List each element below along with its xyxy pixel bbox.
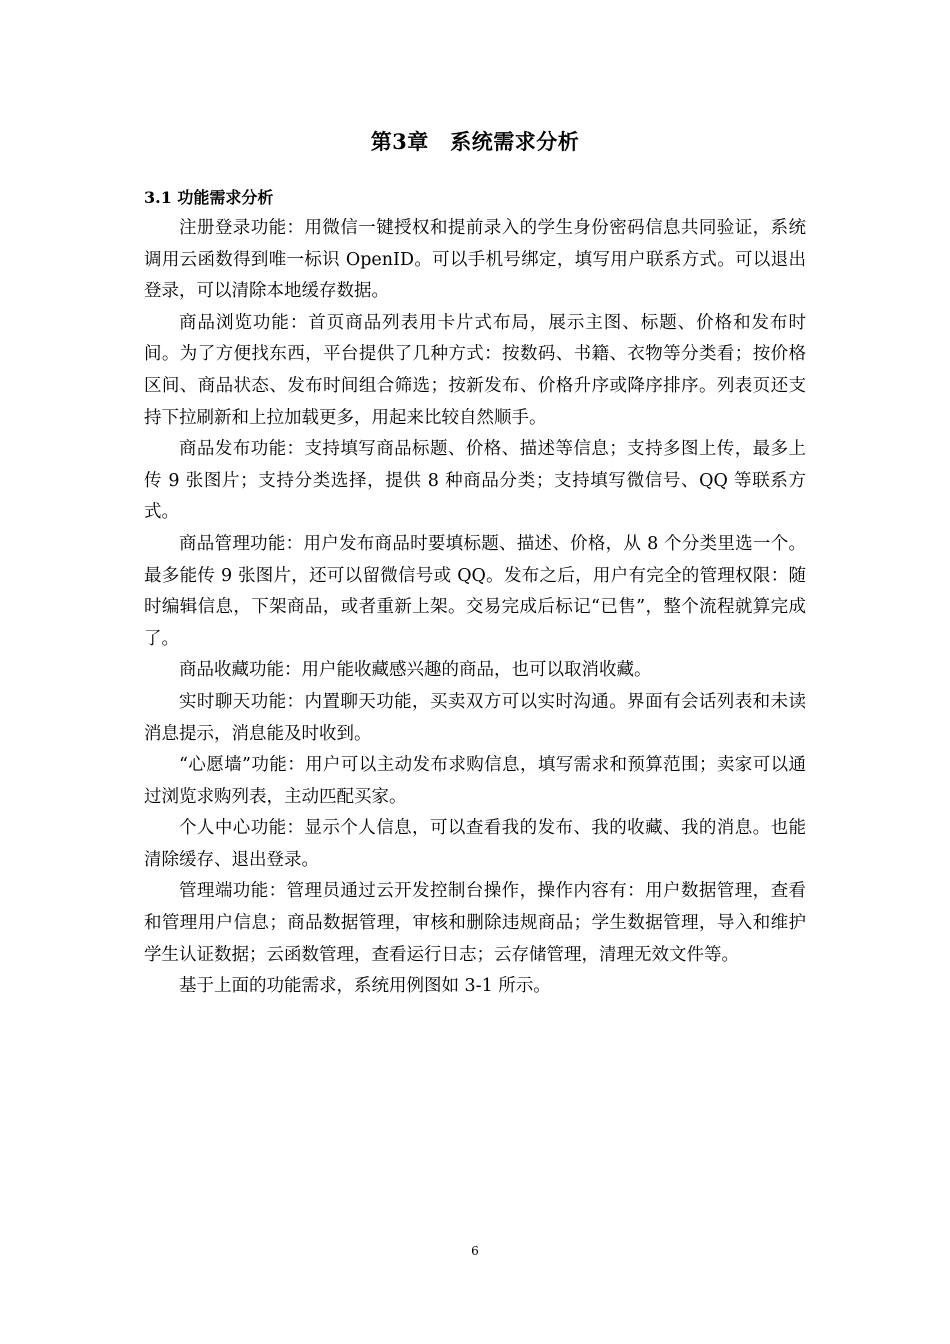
paragraph-login: 注册登录功能：用微信一键授权和提前录入的学生身份密码信息共同验证，系统调用云函数得到唯一标识 OpenID。可以手机号绑定，填写用户联系方式。可以退出登录，可以清除本地缓存数据。 bbox=[144, 218, 806, 302]
paragraph-chat: 实时聊天功能：内置聊天功能，买卖双方可以实时沟通。界面有会话列表和未读消息提示，消息能及时收到。 bbox=[144, 691, 806, 744]
paragraph-publish: 商品发布功能：支持填写商品标题、价格、描述等信息；支持多图上传，最多上传 9 张图片；支持分类选择，提供 8 种商品分类；支持填写微信号、QQ 等联系方式。 bbox=[144, 439, 806, 523]
paragraph-manage: 商品管理功能：用户发布商品时要填标题、描述、价格，从 8 个分类里选一个。最多能传 9 张图片，还可以留微信号或 QQ。发布之后，用户有完全的管理权限：随时编辑信息，下架商品，或者重新上架。交易完成后标记“已售”，整个流程就算完成了。 bbox=[144, 533, 806, 649]
section-heading: 3.1 功能需求分析 bbox=[144, 188, 274, 207]
paragraph-favorite: 商品收藏功能：用户能收藏感兴趣的商品，也可以取消收藏。 bbox=[179, 660, 652, 681]
paragraph-summary: 基于上面的功能需求，系统用例图如 3-1 所示。 bbox=[179, 976, 551, 997]
paragraph-wishwall: “心愿墙”功能：用户可以主动发布求购信息，填写需求和预算范围；卖家可以通过浏览求购列表，主动匹配买家。 bbox=[144, 755, 806, 807]
chapter-title: 第3章 系统需求分析 bbox=[370, 129, 580, 154]
paragraph-profile: 个人中心功能：显示个人信息，可以查看我的发布、我的收藏、我的消息。也能清除缓存、退出登录。 bbox=[144, 818, 806, 870]
body-text bbox=[144, 213, 806, 1003]
paragraph-admin: 管理端功能：管理员通过云开发控制台操作，操作内容有：用户数据管理，查看和管理用户信息；商品数据管理，审核和删除违规商品；学生数据管理，导入和维护学生认证数据；云函数管理，查看运行日志；云存储管理，清理无效文件等。 bbox=[144, 881, 806, 965]
page-number: 6 bbox=[471, 1244, 479, 1258]
paragraph-browse: 商品浏览功能：首页商品列表用卡片式布局，展示主图、标题、价格和发布时间。为了方便找东西，平台提供了几种方式：按数码、书籍、衣物等分类看；按价格区间、商品状态、发布时间组合筛选；按新发布、价格升序或降序排序。列表页还支持下拉刷新和上拉加载更多，用起来比较自然顺手。 bbox=[144, 312, 806, 428]
